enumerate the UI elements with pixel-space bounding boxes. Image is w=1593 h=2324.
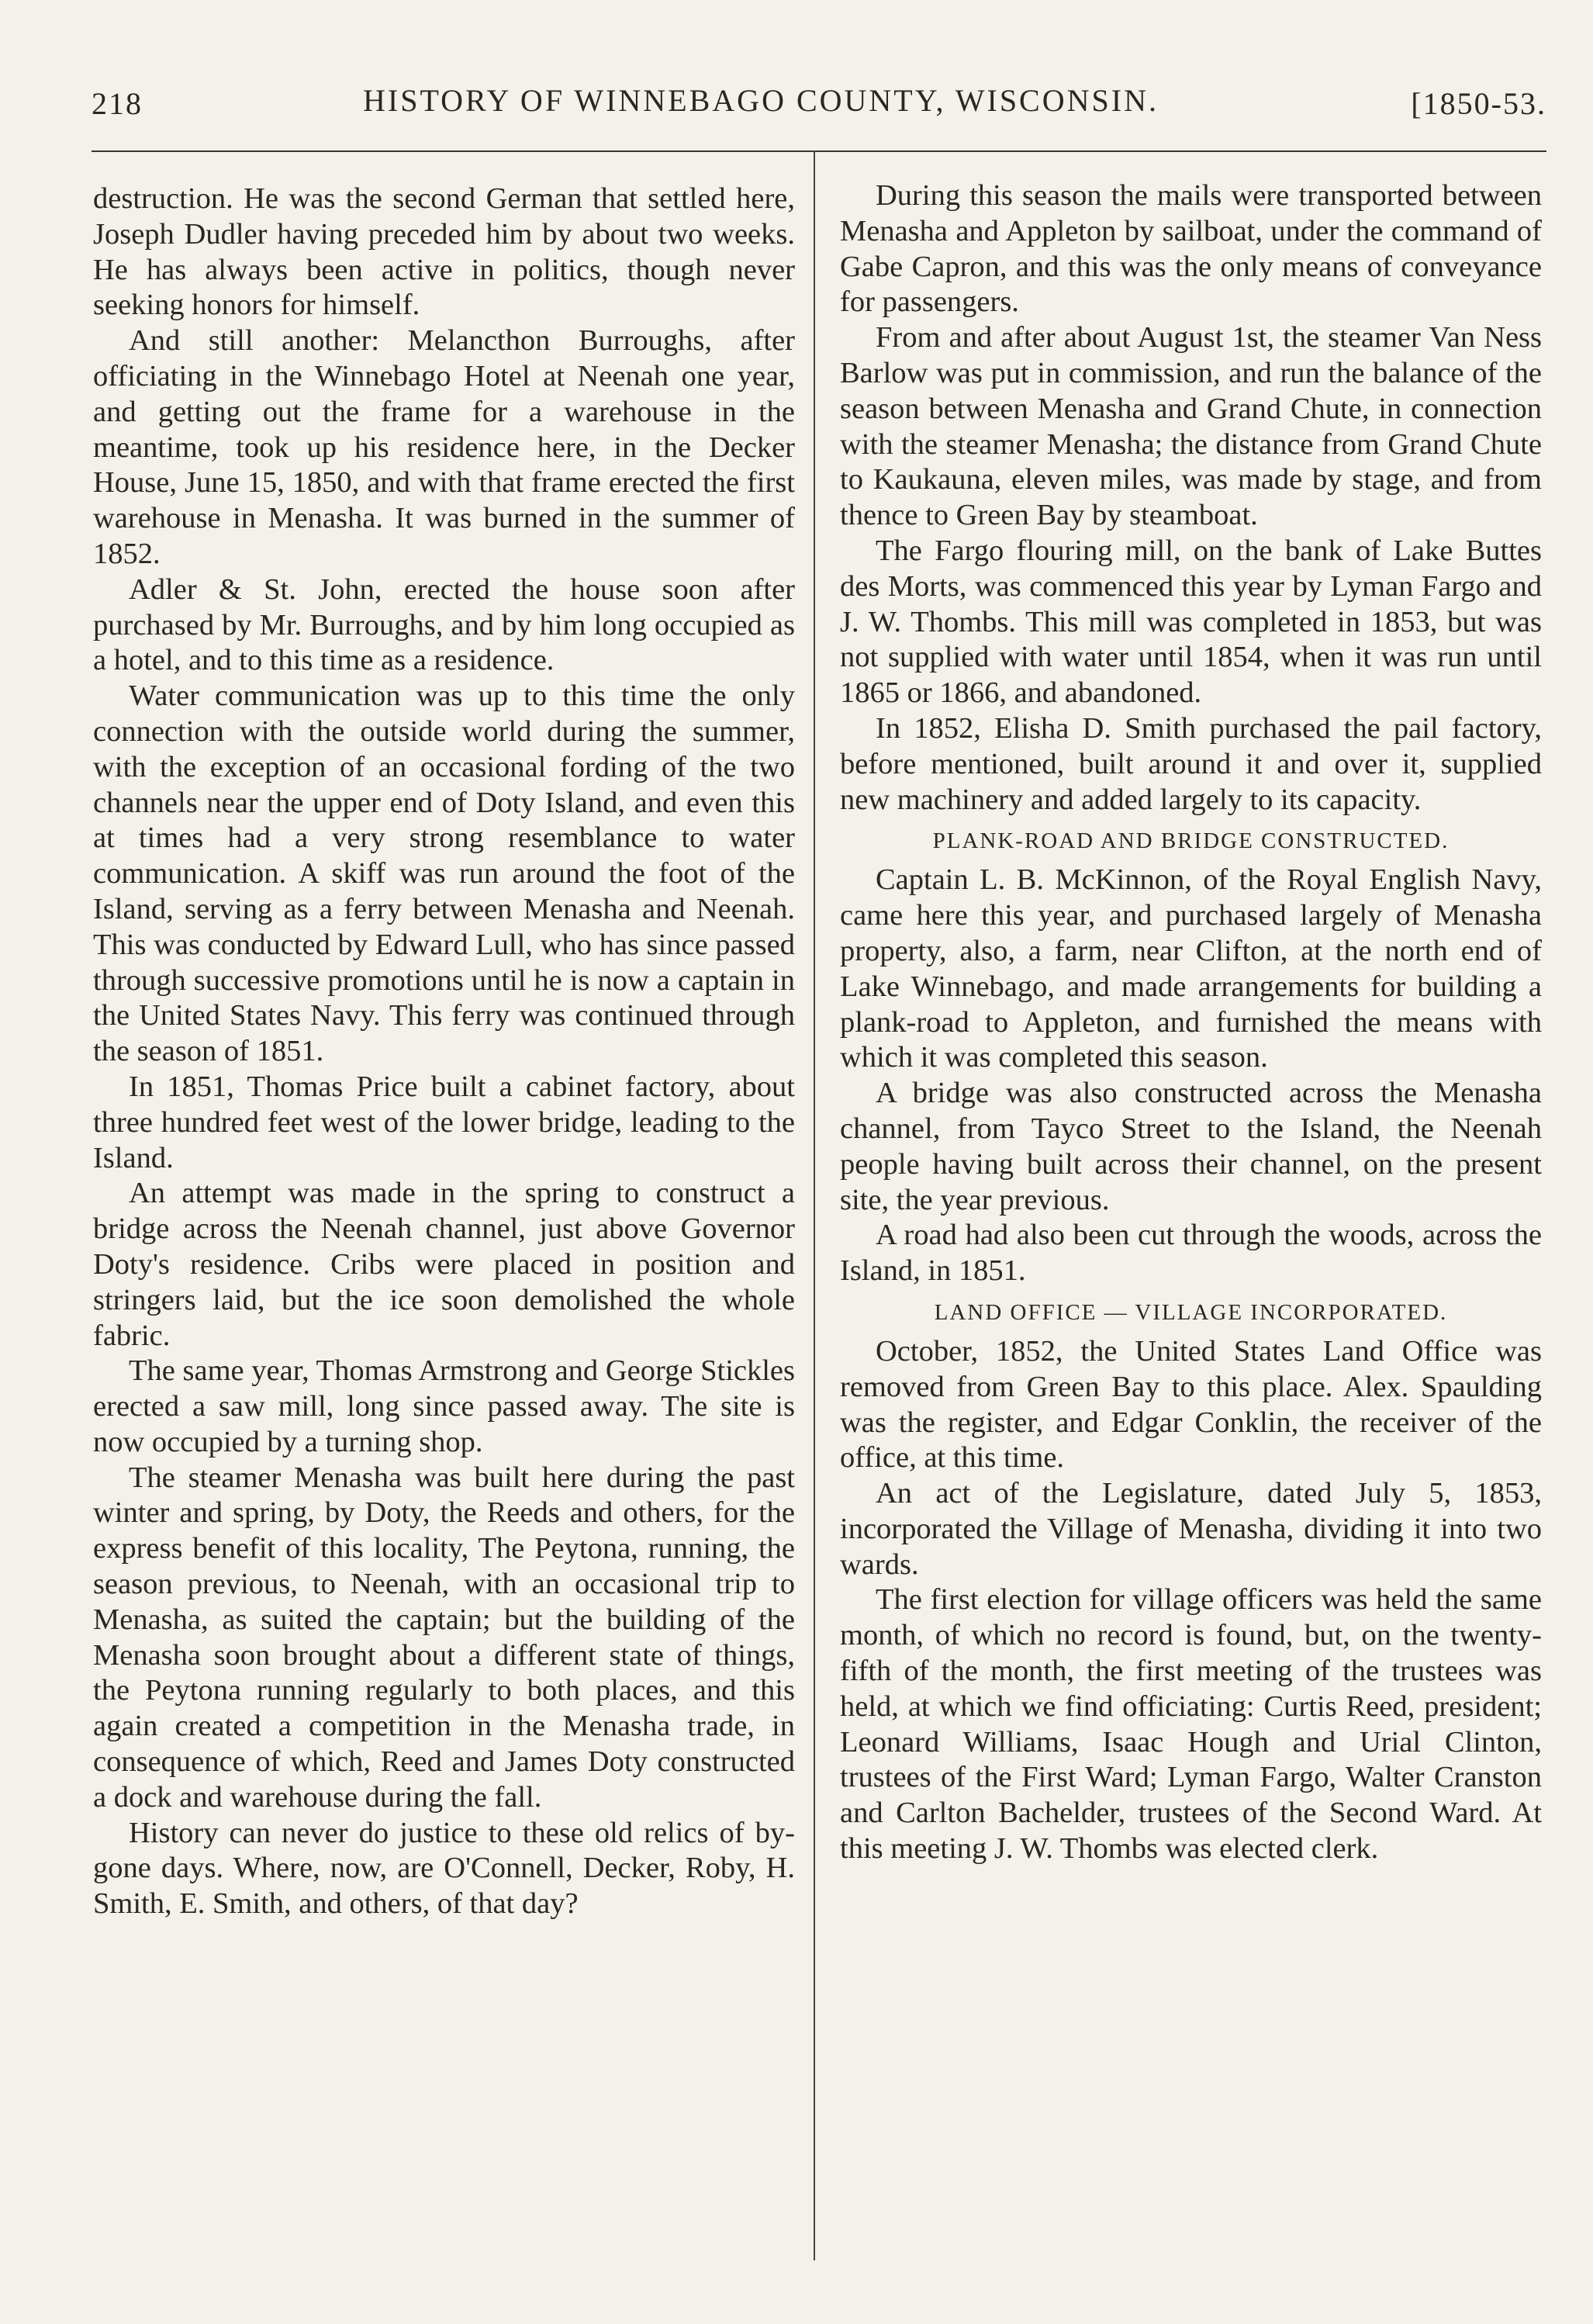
paragraph: Adler & St. John, erected the house soon after purchased by Mr. Burroughs, and by him long occupied as a hotel, and to this time as a residence. — [93, 572, 795, 677]
paragraph: From and after about August 1st, the steamer Van Ness Barlow was put in commission, and run the balance of the season between Menasha and Grand Chute, in connection with the steamer Menasha; the distance from Grand Chute to Kaukauna, eleven miles, was made by stage, and from thence to Green Bay by steamboat. — [840, 321, 1542, 532]
header-rule — [92, 150, 1546, 152]
paragraph: The first election for village officers was held the same month, of which no record is found, but, on the twenty-fifth of the month, the first meeting of the trustees was held, at which we find officiating: Curtis Reed, president; Leonard Williams, Isaac Hough and Urial Clinton, trustees of the First Ward; Lyman Fargo, Walter Cranston and Carlton Bachelder, trustees of the Second Ward. At this meeting J. W. Thombs was elected clerk. — [840, 1583, 1542, 1866]
paragraph: Captain L. B. McKinnon, of the Royal English Navy, came here this year, and purchased largely of Menasha property, also, a farm, near Clifton, at the north end of Lake Winnebago, and made arrangements for building a plank-road to Appleton, and furnished the means with which it was completed this season. — [840, 863, 1542, 1074]
paragraph: An act of the Legislature, dated July 5, 1853, incorporated the Village of Menasha, dividing it into two wards. — [840, 1477, 1542, 1581]
section-heading-land-office: LAND OFFICE — VILLAGE INCORPORATED. — [934, 1299, 1448, 1325]
paragraph: destruction. He was the second German that settled here, Joseph Dudler having preceded him by about two weeks. He has always been active in politics, though never seeking honors for himself. — [93, 182, 795, 322]
paragraph: During this season the mails were transported between Menasha and Appleton by sailboat, under the command of Gabe Capron, and this was the only means of conveyance for passengers. — [840, 179, 1542, 319]
paragraph: The Fargo flouring mill, on the bank of Lake Buttes des Morts, was commenced this year by Lyman Fargo and J. W. Thombs. This mill was completed in 1853, but was not supplied with water until 1854, when it was run until 1865 or 1866, and abandoned. — [840, 534, 1542, 710]
paragraph: History can never do justice to these old relics of by-gone days. Where, now, are O'Connell, Decker, Roby, H. Smith, E. Smith, and others, of that day? — [93, 1816, 795, 1921]
paragraph: The same year, Thomas Armstrong and George Stickles erected a saw mill, long since passed away. The site is now occupied by a turning shop. — [93, 1354, 795, 1458]
paragraph: In 1851, Thomas Price built a cabinet factory, about three hundred feet west of the lower bridge, leading to the Island. — [93, 1070, 795, 1174]
paragraph: In 1852, Elisha D. Smith purchased the pail factory, before mentioned, built around it and over it, supplied new machinery and added largely to its capacity. — [840, 711, 1542, 816]
section-heading-plank-road: PLANK-ROAD AND BRIDGE CONSTRUCTED. — [932, 828, 1450, 854]
paragraph: The steamer Menasha was built here during the past winter and spring, by Doty, the Reeds and others, for the express benefit of this locality, The Peytona, running, the season previous, to Neenah, with an occasional trip to Menasha, as suited the captain; but the building of the Menasha soon brought about a different state of things, the Peytona running regularly to both places, and this again created a competition in the Menasha trade, in consequence of which, Reed and James Doty constructed a dock and warehouse during the fall. — [93, 1461, 795, 1814]
paragraph: Water communication was up to this time the only connection with the outside world during the summer, with the exception of an occasional fording of the two channels near the upper end of Doty Island, and even this at times had a very strong resemblance to water communication. A skiff was run around the foot of the Island, serving as a ferry between Menasha and Neenah. This was conducted by Edward Lull, who has since passed through successive promotions until he is now a captain in the United States Navy. This ferry was continued through the season of 1851. — [93, 680, 795, 1068]
column-divider — [814, 150, 815, 2260]
right-column — [840, 178, 1542, 1867]
left-column — [93, 182, 795, 1922]
page-number: 218 — [92, 86, 143, 121]
paragraph: October, 1852, the United States Land Office was removed from Green Bay to this place. Alex. Spaulding was the register, and Edgar Conklin, the receiver of the office, at this time. — [840, 1334, 1542, 1475]
paragraph: And still another: Melancthon Burroughs, after officiating in the Winnebago Hotel at Neenah one year, and getting out the frame for a warehouse in the meantime, took up his residence here, in the Decker House, June 15, 1850, and with that frame erected the first warehouse in Menasha. It was burned in the summer of 1852. — [93, 324, 795, 570]
year-range: [1850-53. — [1411, 86, 1546, 121]
running-title: HISTORY OF WINNEBAGO COUNTY, WISCONSIN. — [363, 83, 1159, 118]
running-header — [92, 74, 1546, 121]
paragraph: A road had also been cut through the woods, across the Island, in 1851. — [840, 1219, 1542, 1288]
paragraph: A bridge was also constructed across the Menasha channel, from Tayco Street to the Island, the Neenah people having built across their channel, on the present site, the year previous. — [840, 1077, 1542, 1216]
paragraph: An attempt was made in the spring to construct a bridge across the Neenah channel, just above Governor Doty's residence. Cribs were placed in position and stringers laid, but the ice soon demolished the whole fabric. — [93, 1177, 795, 1352]
